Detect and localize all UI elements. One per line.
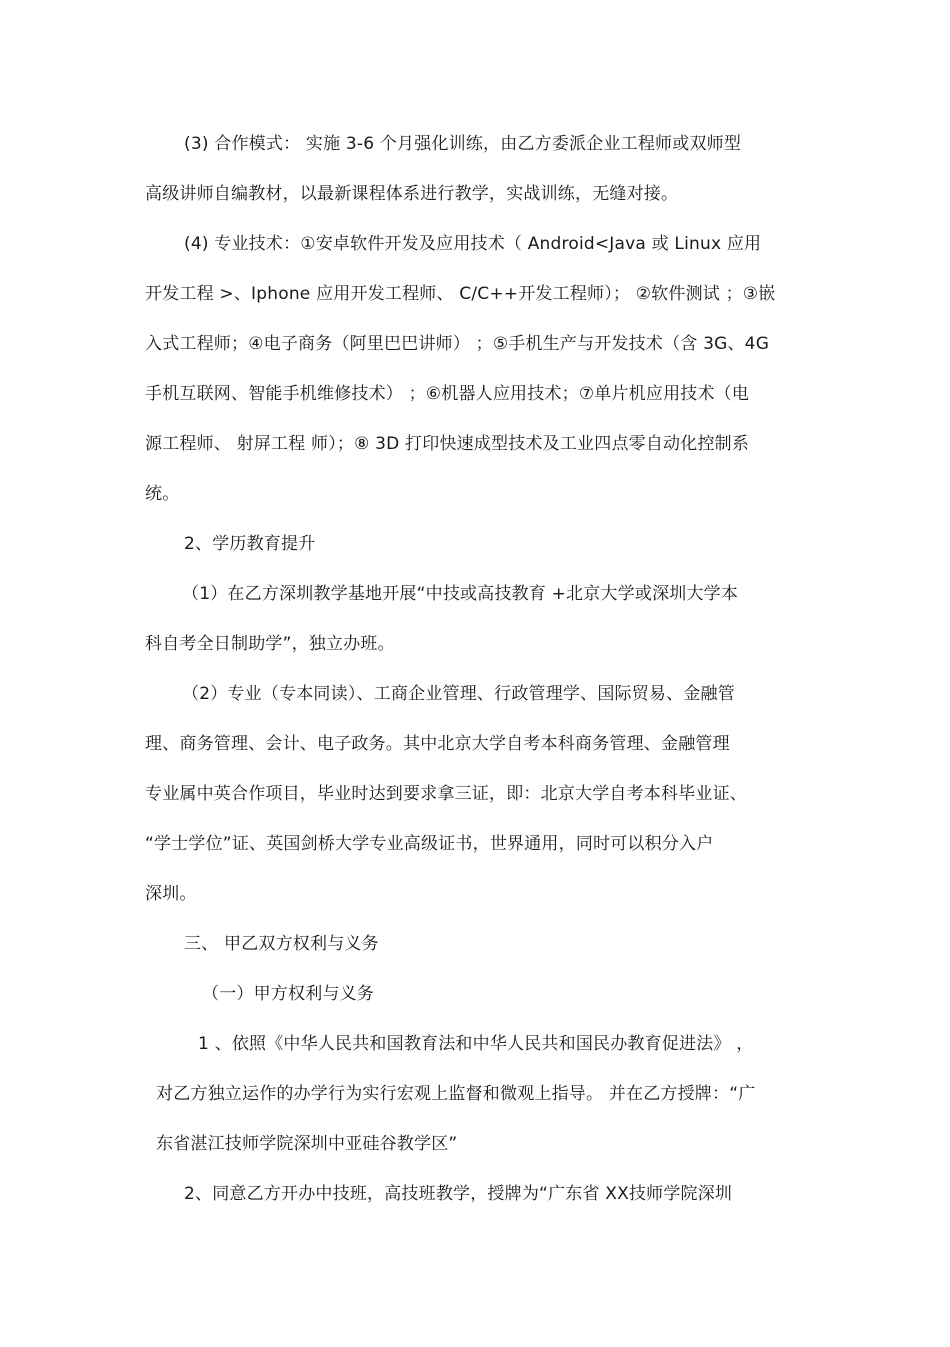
paragraph-edu-2-line-2: 理、商务管理、会计、电子政务。其中北京大学自考本科商务管理、金融管理 xyxy=(145,734,730,754)
paragraph-party-a-1-line-3: 东省湛江技师学院深圳中亚硅谷教学区” xyxy=(156,1134,458,1154)
paragraph-edu-2-line-4: “学士学位”证、英国剑桥大学专业高级证书，世界通用，同时可以积分入户 xyxy=(145,834,714,854)
paragraph-edu-2-line-5: 深圳。 xyxy=(145,884,197,904)
paragraph-4-technology-line-2: 开发工程 >、Iphone 应用开发工程师、 C/C++开发工程师）； ②软件测试 ；③嵌 xyxy=(145,284,776,304)
paragraph-edu-1-line-1: （1）在乙方深圳教学基地开展“中技或高技教育 +北京大学或深圳大学本 xyxy=(182,584,739,604)
paragraph-edu-1-line-2: 科自考全日制助学”，独立办班。 xyxy=(145,634,395,654)
paragraph-party-a-1-line-1: 1 、依照《中华人民共和国教育法和中华人民共和国民办教育促进法》 ， xyxy=(198,1034,754,1054)
section-heading-education: 2、学历教育提升 xyxy=(184,534,316,554)
section-heading-rights: 三、 甲乙双方权利与义务 xyxy=(184,934,379,954)
paragraph-4-technology-line-5: 源工程师、 射屏工程 师）；⑧ 3D 打印快速成型技术及工业四点零自动化控制系 xyxy=(145,434,750,454)
paragraph-4-technology-line-3: 入式工程师；④电子商务（阿里巴巴讲师） ；⑤手机生产与开发技术（含 3G、4G xyxy=(145,334,770,354)
paragraph-edu-2-line-3: 专业属中英合作项目，毕业时达到要求拿三证，即：北京大学自考本科毕业证、 xyxy=(145,784,747,804)
paragraph-3-cooperation-line-1: (3) 合作模式： 实施 3-6 个月强化训练，由乙方委派企业工程师或双师型 xyxy=(184,134,742,154)
paragraph-4-technology-line-4: 手机互联网、智能手机维修技术） ；⑥机器人应用技术；⑦单片机应用技术（电 xyxy=(145,384,750,404)
paragraph-4-technology-line-6: 统。 xyxy=(145,484,180,504)
paragraph-party-a-2-line-1: 2、同意乙方开办中技班，高技班教学，授牌为“广东省 XX技师学院深圳 xyxy=(184,1184,733,1204)
paragraph-party-a-1-line-2: 对乙方独立运作的办学行为实行宏观上监督和微观上指导。 并在乙方授牌：“广 xyxy=(156,1084,756,1104)
paragraph-edu-2-line-1: （2）专业（专本同读）、工商企业管理、行政管理学、国际贸易、金融管 xyxy=(182,684,735,704)
subsection-heading-party-a: （一）甲方权利与义务 xyxy=(202,984,374,1004)
paragraph-3-cooperation-line-2: 高级讲师自编教材，以最新课程体系进行教学，实战训练，无缝对接。 xyxy=(145,184,679,204)
paragraph-4-technology-line-1: (4) 专业技术：①安卓软件开发及应用技术（ Android<Java 或 Linux 应用 xyxy=(184,234,762,254)
